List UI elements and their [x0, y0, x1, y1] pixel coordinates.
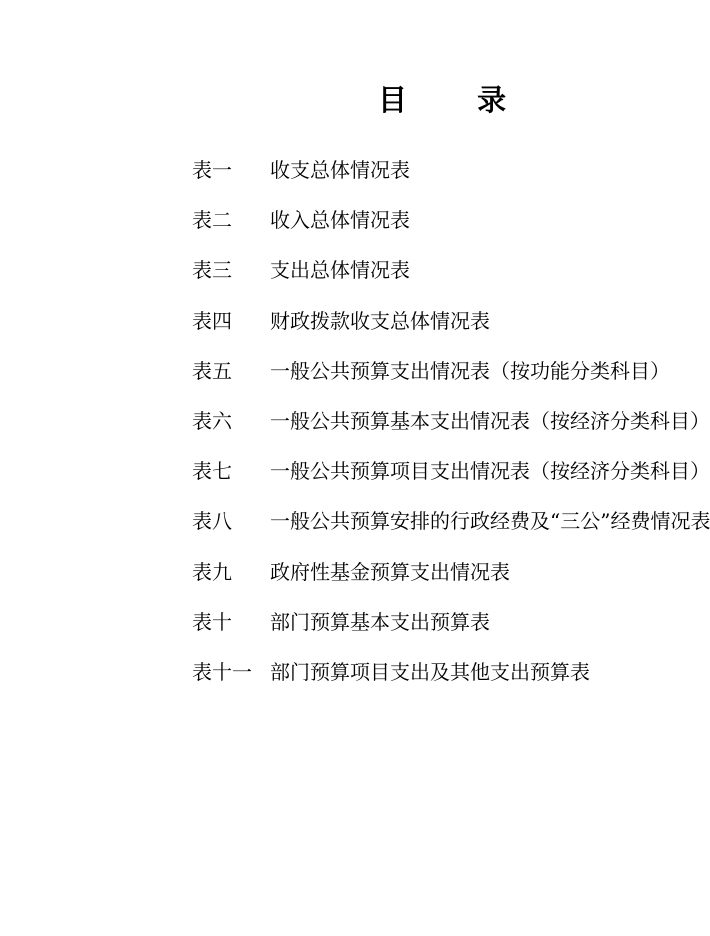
- toc-item-title: 部门预算基本支出预算表: [270, 609, 490, 634]
- toc-item-number: 表十: [192, 609, 232, 634]
- toc-item-title: 一般公共预算安排的行政经费及“三公”经费情况表: [270, 509, 710, 534]
- toc-item-number: 表一: [192, 158, 232, 183]
- toc-item-title: 一般公共预算支出情况表（按功能分类科目）: [270, 358, 670, 383]
- toc-item-number: 表二: [192, 208, 232, 233]
- table-of-contents: [192, 145, 710, 697]
- toc-item-title: 一般公共预算项目支出情况表（按经济分类科目）: [270, 459, 710, 484]
- page-title: 目 录: [378, 83, 537, 117]
- toc-item-number: 表七: [192, 459, 232, 484]
- toc-item: [192, 296, 608, 346]
- toc-item: [192, 396, 710, 446]
- toc-item: [192, 597, 608, 647]
- toc-item-title: 收支总体情况表: [270, 158, 410, 183]
- toc-item-number: 表十一: [192, 659, 252, 684]
- toc-item: [192, 496, 710, 546]
- toc-item: [192, 547, 608, 597]
- toc-item-number: 表五: [192, 358, 232, 383]
- toc-item: [192, 245, 608, 295]
- toc-item-title: 财政拨款收支总体情况表: [270, 308, 490, 333]
- toc-item: [192, 145, 608, 195]
- toc-item-number: 表三: [192, 258, 232, 283]
- toc-item-title: 部门预算项目支出及其他支出预算表: [270, 659, 590, 684]
- toc-item-number: 表四: [192, 308, 232, 333]
- toc-item-title: 收入总体情况表: [270, 208, 410, 233]
- toc-item-number: 表九: [192, 559, 232, 584]
- toc-item-title: 一般公共预算基本支出情况表（按经济分类科目）: [270, 409, 710, 434]
- toc-item: [192, 195, 608, 245]
- toc-item: [192, 647, 608, 697]
- toc-item-title: 支出总体情况表: [270, 258, 410, 283]
- toc-item-title: 政府性基金预算支出情况表: [270, 559, 510, 584]
- toc-item-number: 表六: [192, 409, 232, 434]
- toc-item: [192, 346, 670, 396]
- toc-item: [192, 446, 710, 496]
- toc-item-number: 表八: [192, 509, 232, 534]
